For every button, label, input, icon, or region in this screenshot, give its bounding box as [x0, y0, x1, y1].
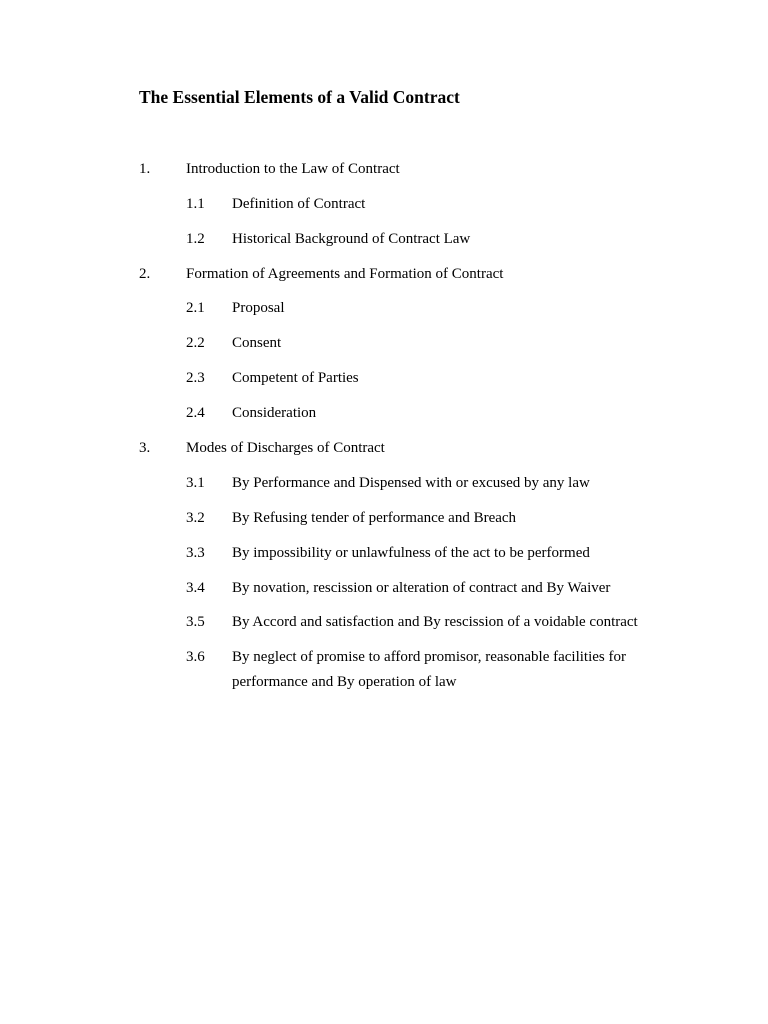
subsection-title: By Accord and satisfaction and By rescission of a voidable contract [232, 614, 638, 630]
subsection-title: Consideration [232, 405, 317, 421]
section-title: Modes of Discharges of Contract [186, 440, 385, 456]
section-number: 2. [139, 266, 151, 282]
document-title: The Essential Elements of a Valid Contract [139, 87, 460, 107]
section-title: Introduction to the Law of Contract [186, 161, 400, 177]
subsection-number: 3.5 [186, 614, 205, 630]
subsection-number: 3.4 [186, 580, 205, 596]
subsection-title: Proposal [232, 300, 285, 316]
subsection-number: 1.2 [186, 231, 205, 247]
subsection-title: Historical Background of Contract Law [232, 231, 471, 247]
subsection-number: 3.3 [186, 545, 205, 561]
subsection-title: By impossibility or unlawfulness of the act to be performed [232, 545, 590, 561]
subsection-title: By Refusing tender of performance and Breach [232, 510, 517, 526]
section-title: Formation of Agreements and Formation of Contract [186, 266, 504, 282]
subsection-title: By Performance and Dispensed with or excused by any law [232, 475, 590, 491]
section-number: 1. [139, 161, 151, 177]
subsection-number: 2.2 [186, 335, 205, 351]
subsection-number: 3.1 [186, 475, 205, 491]
subsection-number: 2.4 [186, 405, 205, 421]
subsection-number: 2.1 [186, 300, 205, 316]
subsection-number: 2.3 [186, 370, 205, 386]
section-number: 3. [139, 440, 151, 456]
subsection-title: Definition of Contract [232, 196, 366, 212]
subsection-title-continued: performance and By operation of law [232, 674, 457, 690]
subsection-number: 3.2 [186, 510, 205, 526]
subsection-number: 1.1 [186, 196, 205, 212]
subsection-number: 3.6 [186, 649, 205, 665]
subsection-title: By novation, rescission or alteration of contract and By Waiver [232, 580, 611, 596]
subsection-title: Competent of Parties [232, 370, 359, 386]
subsection-title: Consent [232, 335, 282, 351]
subsection-title: By neglect of promise to afford promisor, reasonable facilities for [232, 649, 626, 665]
